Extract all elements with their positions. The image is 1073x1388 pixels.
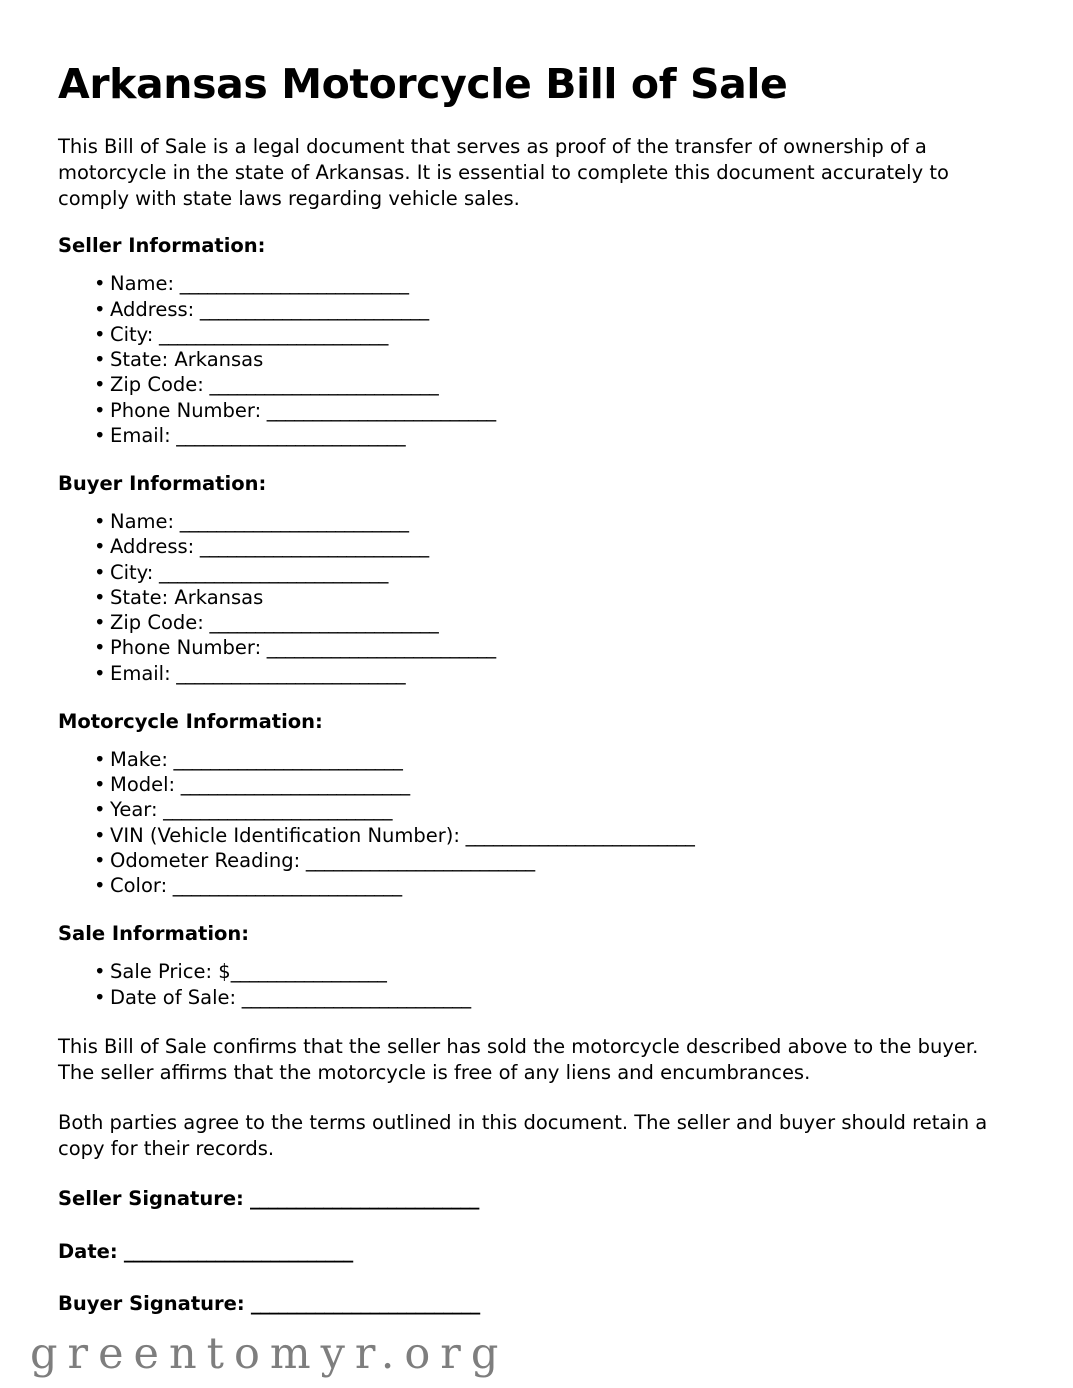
- field-blank[interactable]: _________________________: [175, 773, 410, 797]
- list-item: [58, 423, 1015, 448]
- field-blank[interactable]: _________________________: [153, 322, 388, 346]
- closing-paragraph-1: This Bill of Sale confirms that the seller has sold the motorcycle described above to the buyer. The seller affirms that the motorcycle is free of any liens and encumbrances.: [58, 1034, 979, 1084]
- field-blank[interactable]: _________________________: [300, 848, 535, 872]
- field-label: Zip Code:: [110, 373, 204, 397]
- field-label: VIN (Vehicle Identification Number):: [110, 823, 460, 847]
- field-label: Sale Price: $: [110, 960, 231, 984]
- field-blank[interactable]: _________________________: [194, 297, 429, 321]
- list-item: [58, 823, 1015, 848]
- field-blank[interactable]: _________________________: [174, 272, 409, 296]
- field-label: Color:: [110, 874, 168, 898]
- field-blank[interactable]: _________________________: [261, 398, 496, 422]
- list-item: [58, 509, 1015, 534]
- field-blank[interactable]: _________________________: [261, 636, 496, 660]
- buyer-information-field-list: [58, 509, 1015, 686]
- buyer-signature-label: Buyer Signature:: [58, 1291, 245, 1315]
- field-label: City:: [110, 322, 154, 346]
- list-item: [58, 534, 1015, 559]
- signature-block: [58, 1186, 1015, 1316]
- field-blank[interactable]: _________________________: [194, 535, 429, 559]
- field-label: Year:: [110, 798, 158, 822]
- seller-signature-blank[interactable]: _________________________: [243, 1187, 479, 1211]
- field-label: State:: [110, 585, 169, 609]
- field-label: State:: [110, 348, 169, 372]
- list-item: [58, 271, 1015, 296]
- field-label: Phone Number:: [110, 636, 262, 660]
- list-item: [58, 985, 1015, 1010]
- list-item: [58, 747, 1015, 772]
- motorcycle-information-heading: Motorcycle Information:: [58, 709, 323, 733]
- field-blank[interactable]: _________________________: [167, 874, 402, 898]
- field-blank[interactable]: _________________________: [157, 798, 392, 822]
- list-item: [58, 797, 1015, 822]
- field-blank[interactable]: _________________________: [203, 611, 439, 635]
- seller-signature-line: [58, 1186, 1015, 1211]
- field-blank[interactable]: _________________________: [203, 373, 439, 397]
- sale-information-field-list: [58, 959, 1015, 1010]
- seller-information-heading: Seller Information:: [58, 234, 266, 258]
- field-label: Odometer Reading:: [110, 848, 301, 872]
- buyer-signature-blank[interactable]: _________________________: [244, 1291, 480, 1315]
- buyer-signature-line: [58, 1291, 1015, 1316]
- field-blank[interactable]: _________________________: [236, 985, 471, 1009]
- seller-information-field-list: [58, 271, 1015, 448]
- list-item: [58, 347, 1015, 372]
- field-label: Zip Code:: [110, 611, 204, 635]
- field-label: Address:: [110, 535, 195, 559]
- field-label: Email:: [110, 423, 171, 447]
- list-item: [58, 772, 1015, 797]
- field-blank[interactable]: _________________________: [153, 560, 388, 584]
- field-label: Name:: [110, 510, 175, 534]
- field-blank[interactable]: _________________________: [459, 823, 695, 847]
- seller-signature-label: Seller Signature:: [58, 1187, 244, 1211]
- field-label: Make:: [110, 747, 168, 771]
- date-label: Date:: [58, 1239, 118, 1263]
- field-blank[interactable]: _________________________: [170, 423, 406, 447]
- field-label: Date of Sale:: [110, 985, 237, 1009]
- list-item: [58, 372, 1015, 397]
- list-item: [58, 398, 1015, 423]
- field-blank[interactable]: _________________________: [167, 747, 403, 771]
- list-item: [58, 560, 1015, 585]
- list-item: [58, 610, 1015, 635]
- list-item: [58, 661, 1015, 686]
- field-blank[interactable]: _________________________: [174, 510, 409, 534]
- date-line: [58, 1239, 1015, 1264]
- sale-information-heading: Sale Information:: [58, 922, 250, 946]
- date-blank[interactable]: _________________________: [117, 1239, 353, 1263]
- page-title: Arkansas Motorcycle Bill of Sale: [58, 60, 788, 108]
- list-item: [58, 848, 1015, 873]
- list-item: [58, 873, 1015, 898]
- list-item: [58, 585, 1015, 610]
- field-label: Name:: [110, 272, 175, 296]
- field-blank[interactable]: _________________: [230, 960, 387, 984]
- field-label: City:: [110, 560, 154, 584]
- field-value: Arkansas: [168, 348, 264, 372]
- field-label: Phone Number:: [110, 398, 262, 422]
- motorcycle-information-field-list: [58, 747, 1015, 899]
- closing-paragraph-2: Both parties agree to the terms outlined in this document. The seller and buyer should retain a copy for their records.: [58, 1111, 988, 1161]
- list-item: [58, 635, 1015, 660]
- field-label: Email:: [110, 661, 171, 685]
- list-item: [58, 297, 1015, 322]
- list-item: [58, 322, 1015, 347]
- field-blank[interactable]: _________________________: [170, 661, 406, 685]
- intro-paragraph: This Bill of Sale is a legal document that serves as proof of the transfer of ownership of a motorcycle in the state of Arkansas. It is essential to complete this document accurately to comply with state laws regarding vehicle sales.: [58, 134, 949, 211]
- field-value: Arkansas: [168, 585, 264, 609]
- site-watermark: greentomyr.org: [30, 1329, 509, 1379]
- field-label: Model:: [110, 773, 176, 797]
- field-label: Address:: [110, 297, 195, 321]
- list-item: [58, 959, 1015, 984]
- buyer-information-heading: Buyer Information:: [58, 472, 267, 496]
